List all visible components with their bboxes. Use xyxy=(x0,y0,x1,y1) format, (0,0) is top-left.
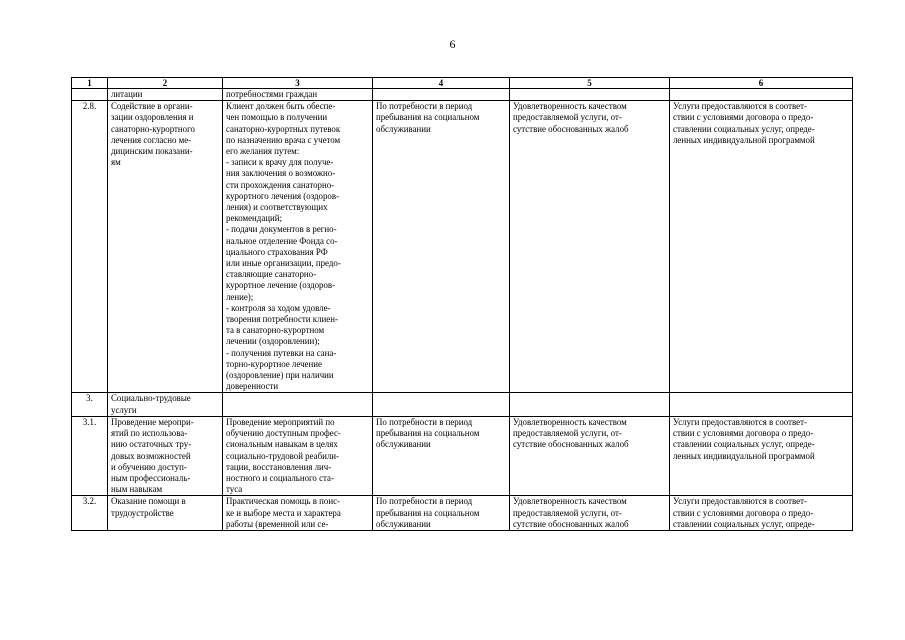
service-name-cell: Оказание помощи в трудоустройстве xyxy=(108,496,223,531)
table-row xyxy=(72,393,853,416)
page-number: 6 xyxy=(449,37,456,51)
conditions-cell: Услуги предоставляются в соответ- ствии с условиями договора о предо- ставлении социальных услуг, опреде- ленных индивидуальной программой xyxy=(670,101,853,393)
quality-criteria-cell: Удовлетворенность качеством предоставляемой услуги, от- сутствие обоснованных жалоб xyxy=(510,101,670,393)
conditions-cell: Услуги предоставляются в соответ- ствии с условиями договора о предо- ставлении социальных услуг, опреде- ленных индивидуальной программой xyxy=(670,416,853,495)
services-table xyxy=(71,77,853,531)
service-description-cell: Практическая помощь в поис- ке и выборе места и характера работы (временной или се- xyxy=(223,496,373,531)
column-header: 4 xyxy=(373,78,510,89)
service-description-cell xyxy=(223,393,373,416)
quality-criteria-cell: Удовлетворенность качеством предоставляемой услуги, от- сутствие обоснованных жалоб xyxy=(510,416,670,495)
quality-criteria-cell: Удовлетворенность качеством предоставляемой услуги, от- сутствие обоснованных жалоб xyxy=(510,496,670,531)
service-period-cell: По потребности в период пребывания на социальном обслуживании xyxy=(373,416,510,495)
header-row xyxy=(72,78,853,89)
row-number-cell: 3.2. xyxy=(72,496,108,531)
conditions-cell xyxy=(670,393,853,416)
column-header: 1 xyxy=(72,78,108,89)
table-row xyxy=(72,89,853,101)
row-number-cell: 3.1. xyxy=(72,416,108,495)
row-number-cell: 3. xyxy=(72,393,108,416)
column-header: 5 xyxy=(510,78,670,89)
section-title-cell: Социально-трудовые услуги xyxy=(108,393,223,416)
row-number-cell xyxy=(72,89,108,101)
service-name-cell: Проведение меропри- ятий по использова- нию остаточных тру- довых возможностей и обучению доступ- ным профессиональ- ным навыкам xyxy=(108,416,223,495)
service-period-cell: По потребности в период пребывания на социальном обслуживании xyxy=(373,101,510,393)
column-header: 2 xyxy=(108,78,223,89)
table-row xyxy=(72,496,853,531)
column-header: 3 xyxy=(223,78,373,89)
service-period-cell xyxy=(373,89,510,101)
quality-criteria-cell xyxy=(510,393,670,416)
service-description-cell: потребностями граждан xyxy=(223,89,373,101)
service-description-cell: Клиент должен быть обеспе- чен помощью в получении санаторно-курортных путевок по назначению врача с учетом его желания путем: - записи к врачу для получе- ния заключения о возможно- сти прохождения санаторно- курортного лечения (оздоров- ления) и соответствующих рекомендаций; - подачи документов в регио- нальное отделение Фонда со- циального страхования РФ или иные организации, предо- ставляющие санаторно- курортное лечение (оздоров- ление); - контроля за ходом удовле- творения потребности клиен- та в санаторно-курортном лечении (оздоровлении); - получения путевки на сана- торно-курортное лечение (оздоровление) при наличии довеpенности xyxy=(223,101,373,393)
column-header: 6 xyxy=(670,78,853,89)
service-period-cell: По потребности в период пребывания на социальном обслуживании xyxy=(373,496,510,531)
service-description-cell: Проведение мероприятий по обучению доступным профес- сиональным навыкам в целях социально-трудовой реабили- тации, восстановления лич- ностного и социального ста- туса xyxy=(223,416,373,495)
quality-criteria-cell xyxy=(510,89,670,101)
conditions-cell: Услуги предоставляются в соответ- ствии с условиями договора о предо- ставлении социальных услуг, опреде- xyxy=(670,496,853,531)
service-name-cell: Содействие в органи- зации оздоровления и санаторно-курортного лечения согласно ме- дицинским показани- ям xyxy=(108,101,223,393)
service-name-cell: литации xyxy=(108,89,223,101)
conditions-cell xyxy=(670,89,853,101)
table-row xyxy=(72,101,853,393)
row-number-cell: 2.8. xyxy=(72,101,108,393)
service-period-cell xyxy=(373,393,510,416)
table-row xyxy=(72,416,853,495)
